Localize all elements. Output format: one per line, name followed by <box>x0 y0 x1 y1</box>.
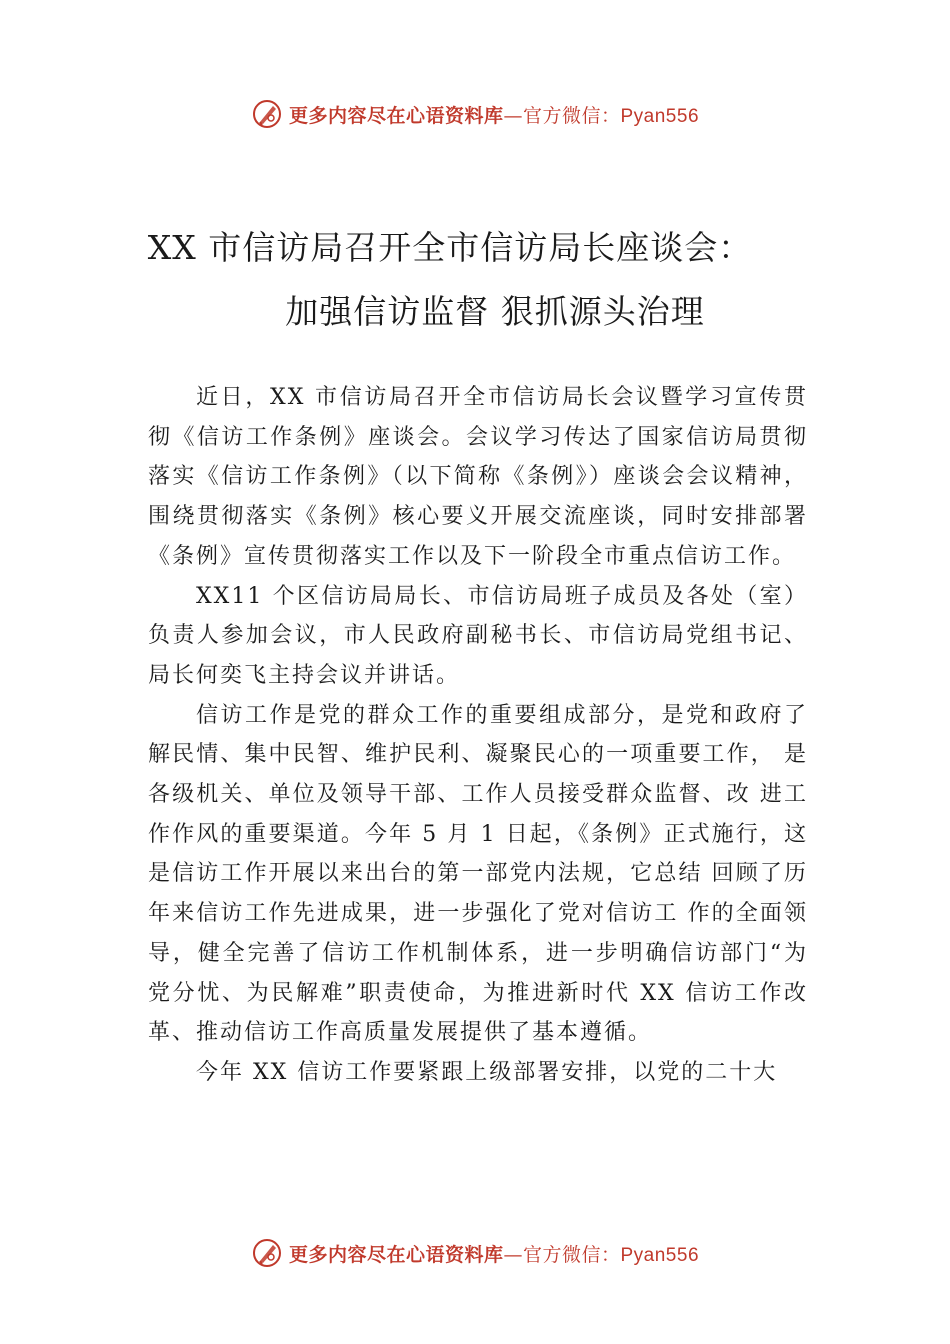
pen-logo-icon <box>251 98 283 130</box>
watermark-site: 更多内容尽在心语资料库 <box>288 1243 504 1266</box>
header-watermark <box>0 94 950 134</box>
watermark-text <box>289 101 699 128</box>
paragraph: 信访工作是党的群众工作的重要组成部分，是党和政府了解民情、集中民智、维护民利、凝聚民心的一项重要工作， 是各级机关、单位及领导干部、工作人员接受群众监督、改 进工作作风的重要渠道。今年 5 月 1 日起，《条例》正式施行，这是信访工作开展以来出台的第一部党内法规，它总结 回顾了历年来信访工作先进成果，进一步强化了党对信访工 作的全面领导，健全完善了信访工作机制体系，进一步明确信访部门“为党分忧、为民解难”职责使命，为推进新时代 XX 信访工作改革、推动信访工作高质量发展提供了基本遵循。 <box>148 702 808 1046</box>
pen-logo-icon <box>251 1237 283 1269</box>
watermark-wechat: 官方微信：Pyan556 <box>523 1244 700 1266</box>
document-title-line1: XX 市信访局召开全市信访局长座谈会： <box>147 228 753 267</box>
watermark-dash: — <box>503 104 523 127</box>
footer-watermark <box>0 1233 950 1273</box>
paragraph: 近日，XX 市信访局召开全市信访局长会议暨学习宣传贯彻《信访工作条例》座谈会。会议学习传达了国家信访局贯彻落实《信访工作条例》（以下简称《条例》）座谈会会议精神，围绕贯彻落实《条例》核心要义开展交流座谈，同时安排部署《条例》宣传贯彻落实工作以及下一阶段全市重点信访工作。 <box>148 385 808 569</box>
watermark-wechat: 官方微信：Pyan556 <box>523 105 700 127</box>
paragraph: 今年 XX 信访工作要紧跟上级部署安排，以党的二十大 <box>196 1059 778 1085</box>
document-body <box>148 378 808 1093</box>
watermark-text <box>289 1240 699 1267</box>
watermark-site: 更多内容尽在心语资料库 <box>288 104 504 127</box>
document-title-line2: 加强信访监督 狠抓源头治理 <box>285 292 705 331</box>
watermark-dash: — <box>503 1243 523 1266</box>
paragraph: XX11 个区信访局局长、市信访局班子成员及各处（室）负责人参加会议，市人民政府副秘书长、市信访局党组书记、局长何奕飞主持会议并讲话。 <box>148 583 808 688</box>
